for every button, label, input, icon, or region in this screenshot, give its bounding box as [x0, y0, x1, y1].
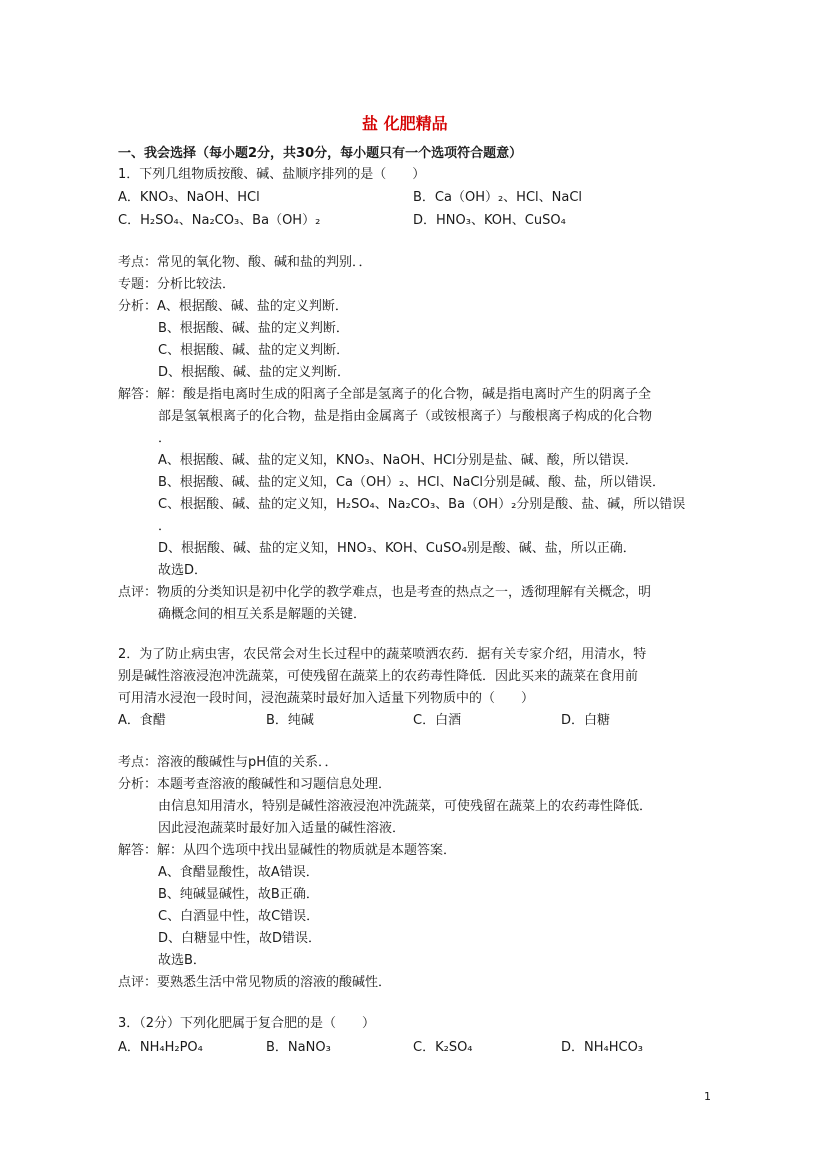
- page-number: 1: [704, 1090, 711, 1103]
- q2-jieda-line: C、白酒显中性，故C错误．: [158, 909, 320, 924]
- q2-jieda-line: D、白糖显中性，故D错误．: [158, 931, 322, 946]
- q1-zhuanti: 专题：分析比较法．: [118, 277, 236, 292]
- q2-stem-line: 别是碱性溶液浸泡冲洗蔬菜，可使残留在蔬菜上的农药毒性降低．因此买来的蔬菜在食用前: [118, 669, 639, 684]
- q1-option-c: C．H₂SO₄、Na₂CO₃、Ba（OH）₂: [118, 213, 321, 228]
- q1-jieda-line: 故选D．: [158, 563, 208, 578]
- q1-jieda-line: C、根据酸、碱、盐的定义知，H₂SO₄、Na₂CO₃、Ba（OH）₂分别是酸、盐、碱，所以错误: [158, 497, 686, 512]
- q1-option-d: D．HNO₃、KOH、CuSO₄: [413, 213, 566, 228]
- q2-option-b: B．纯碱: [266, 713, 314, 728]
- q1-jieda-line: ．: [158, 431, 172, 446]
- q2-kaodian: 考点：溶液的酸碱性与pH值的关系．．: [118, 755, 338, 770]
- q2-fenxi-line: 由信息知用清水，特别是碱性溶液浸泡冲洗蔬菜，可使残留在蔬菜上的农药毒性降低．: [158, 799, 653, 814]
- q2-stem-line: 可用清水浸泡一段时间，浸泡蔬菜时最好加入适量下列物质中的（ ）: [118, 691, 535, 706]
- q2-jieda-line: 解答：解：从四个选项中找出显碱性的物质就是本题答案．: [118, 843, 457, 858]
- q3-stem: 3．（2分）下列化肥属于复合肥的是（ ）: [118, 1016, 376, 1031]
- q3-option-a: A．NH₄H₂PO₄: [118, 1040, 203, 1055]
- section-heading: 一、我会选择（每小题2分，共30分，每小题只有一个选项符合题意）: [118, 146, 523, 161]
- q1-jieda-line: B、根据酸、碱、盐的定义知，Ca（OH）₂、HCl、NaCl分别是碱、酸、盐，所以错误．: [158, 475, 666, 490]
- q2-jieda-line: B、纯碱显碱性，故B正确．: [158, 887, 319, 902]
- q1-kaodian: 考点：常见的氧化物、酸、碱和盐的判别．．: [118, 255, 372, 270]
- q2-fenxi-line: 分析：本题考查溶液的酸碱性和习题信息处理．: [118, 777, 392, 792]
- q1-jieda-line: 部是氢氧根离子的化合物，盐是指由金属离子（或铵根离子）与酸根离子构成的化合物: [158, 409, 653, 424]
- q2-option-d: D．白糖: [561, 713, 611, 728]
- page-title: 盐 化肥精品: [362, 114, 448, 133]
- q1-fenxi-line: 分析：A、根据酸、碱、盐的定义判断．: [118, 299, 348, 314]
- q1-jieda-line: 解答：解：酸是指电离时生成的阳离子全部是氢离子的化合物，碱是指电离时产生的阴离子全: [118, 387, 652, 402]
- q1-dianping-line: 确概念间的相互关系是解题的关键．: [158, 607, 367, 622]
- q3-option-d: D．NH₄HCO₃: [561, 1040, 644, 1055]
- q1-fenxi-line: B、根据酸、碱、盐的定义判断．: [158, 321, 349, 336]
- q1-jieda-line: D、根据酸、碱、盐的定义知，HNO₃、KOH、CuSO₄别是酸、碱、盐，所以正确．: [158, 541, 636, 556]
- q2-stem-line: 2．为了防止病虫害，农民常会对生长过程中的蔬菜喷洒农药．据有关专家介绍，用清水，特: [118, 647, 647, 662]
- q3-option-b: B．NaNO₃: [266, 1040, 331, 1055]
- q2-option-c: C．白酒: [413, 713, 462, 728]
- q3-option-c: C．K₂SO₄: [413, 1040, 473, 1055]
- q1-jieda-line: A、根据酸、碱、盐的定义知，KNO₃、NaOH、HCl分别是盐、碱、酸，所以错误．: [158, 453, 638, 468]
- q1-option-a: A．KNO₃、NaOH、HCl: [118, 190, 260, 205]
- q1-dianping-line: 点评：物质的分类知识是初中化学的教学难点，也是考查的热点之一，透彻理解有关概念，明: [118, 585, 652, 600]
- q2-option-a: A．食醋: [118, 713, 166, 728]
- q2-dianping: 点评：要熟悉生活中常见物质的溶液的酸碱性．: [118, 975, 392, 990]
- q2-jieda-line: A、食醋显酸性，故A错误．: [158, 865, 319, 880]
- q1-stem: 1．下列几组物质按酸、碱、盐顺序排列的是（ ）: [118, 167, 426, 182]
- q2-fenxi-line: 因此浸泡蔬菜时最好加入适量的碱性溶液．: [158, 821, 406, 836]
- q1-jieda-line: ．: [158, 519, 172, 534]
- q2-jieda-line: 故选B．: [158, 953, 206, 968]
- q1-fenxi-line: D、根据酸、碱、盐的定义判断．: [158, 365, 351, 380]
- q1-fenxi-line: C、根据酸、碱、盐的定义判断．: [158, 343, 350, 358]
- q1-option-b: B．Ca（OH）₂、HCl、NaCl: [413, 190, 583, 205]
